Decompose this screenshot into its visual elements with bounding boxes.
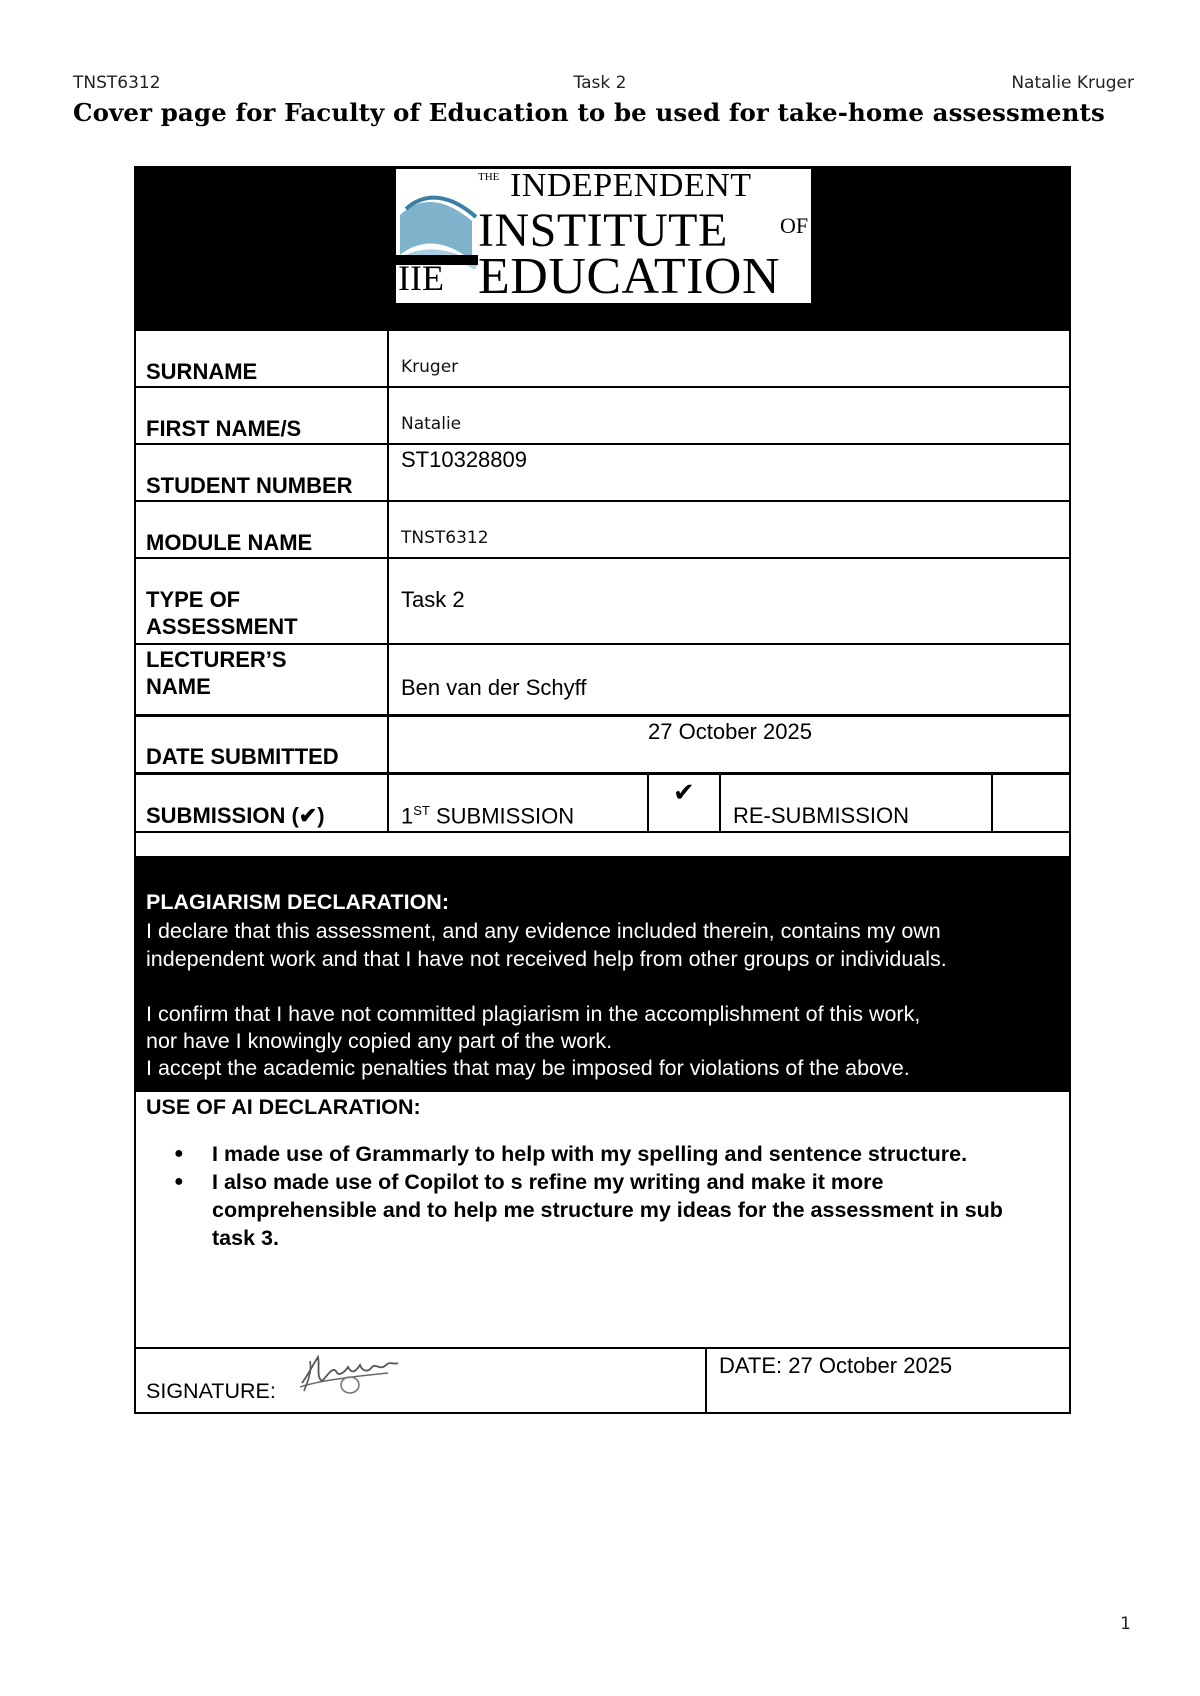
plagiarism-declaration xyxy=(134,858,1071,1092)
row-submission xyxy=(134,775,1071,833)
lecturer-label-line2: NAME xyxy=(146,674,211,699)
checkmark-icon: ✔ xyxy=(673,777,695,807)
header-task: Task 2 xyxy=(573,73,627,93)
row-first-name xyxy=(134,388,1071,445)
surname-label: SURNAME xyxy=(146,359,258,384)
signature-row xyxy=(134,1349,1071,1414)
row-surname xyxy=(134,331,1071,388)
first-submission-checkbox[interactable] xyxy=(649,775,721,831)
first-submission-label: 1ST SUBMISSION xyxy=(401,803,575,829)
row-date-submitted xyxy=(134,717,1071,775)
logo-of: OF xyxy=(780,213,809,238)
plagiarism-para1-line2: independent work and that I have not received help from other groups or individuals. xyxy=(146,947,947,971)
surname-value: Kruger xyxy=(401,357,459,377)
resubmission-label: RE-SUBMISSION xyxy=(733,803,910,828)
list-item: ● I also made use of Copilot to s refine my writing and make it more comprehensible and to help me structure my ideas for the assessment in sub task 3. xyxy=(174,1170,1003,1250)
date-submitted-label: DATE SUBMITTED xyxy=(146,744,339,769)
lecturer-label-line1: LECTURER’S xyxy=(146,647,287,672)
plagiarism-para2-line3: I accept the academic penalties that may be imposed for violations of the above. xyxy=(146,1056,910,1080)
handwritten-signature xyxy=(298,1351,404,1395)
page-number: 1 xyxy=(1120,1614,1131,1634)
resubmission-checkbox[interactable] xyxy=(993,775,1071,831)
logo-iie: IIE xyxy=(398,258,444,298)
list-item: ● I made use of Grammarly to help with my spelling and sentence structure. xyxy=(174,1142,968,1166)
row-module-name xyxy=(134,502,1071,559)
ai-heading: USE OF AI DECLARATION: xyxy=(146,1095,421,1119)
student-number-value: ST10328809 xyxy=(401,447,527,472)
first-name-value: Natalie xyxy=(401,414,462,434)
lecturer-value: Ben van der Schyff xyxy=(401,675,587,700)
assessment-type-label-line1: TYPE OF xyxy=(146,587,241,612)
date-submitted-value: 27 October 2025 xyxy=(648,719,812,744)
plagiarism-para2-line1: I confirm that I have not committed plagiarism in the accomplishment of this work, xyxy=(146,1002,921,1026)
signature-date: DATE: 27 October 2025 xyxy=(719,1353,953,1378)
row-assessment-type xyxy=(134,559,1071,645)
logo-band xyxy=(134,166,1071,331)
plagiarism-para1-line1: I declare that this assessment, and any evidence included therein, contains my own xyxy=(146,919,941,943)
logo-education: EDUCATION xyxy=(478,248,781,305)
signature-label: SIGNATURE: xyxy=(146,1379,276,1403)
student-number-label: STUDENT NUMBER xyxy=(146,473,353,498)
plagiarism-heading: PLAGIARISM DECLARATION: xyxy=(146,890,449,914)
logo-independent: INDEPENDENT xyxy=(510,167,752,204)
institution-logo xyxy=(396,169,811,303)
first-name-label: FIRST NAME/S xyxy=(146,416,302,441)
ai-declaration xyxy=(134,1092,1071,1349)
bullet-icon: ● xyxy=(174,1145,184,1162)
spacer-row xyxy=(134,833,1071,858)
module-name-value: TNST6312 xyxy=(401,528,489,548)
header-module-code: TNST6312 xyxy=(73,73,161,93)
resubmission-cell xyxy=(721,775,993,831)
header-author: Natalie Kruger xyxy=(1011,73,1134,93)
cover-form xyxy=(134,166,1071,1414)
row-student-number xyxy=(134,445,1071,502)
plagiarism-para2-line2: nor have I knowingly copied any part of the work. xyxy=(146,1029,613,1053)
assessment-type-label-line2: ASSESSMENT xyxy=(146,614,298,639)
first-submission-cell xyxy=(389,775,649,831)
assessment-type-value: Task 2 xyxy=(401,587,465,612)
signature-cell xyxy=(134,1349,707,1414)
logo-institute: INSTITUTE xyxy=(478,204,728,257)
row-lecturer xyxy=(134,645,1071,717)
page-title: Cover page for Faculty of Education to be used for take-home assessments xyxy=(73,98,1105,127)
logo-the: THE xyxy=(478,171,500,183)
bullet-icon: ● xyxy=(174,1173,184,1190)
submission-label: SUBMISSION (✔) xyxy=(146,803,325,828)
module-name-label: MODULE NAME xyxy=(146,530,313,555)
ai-list xyxy=(146,1140,1032,1252)
